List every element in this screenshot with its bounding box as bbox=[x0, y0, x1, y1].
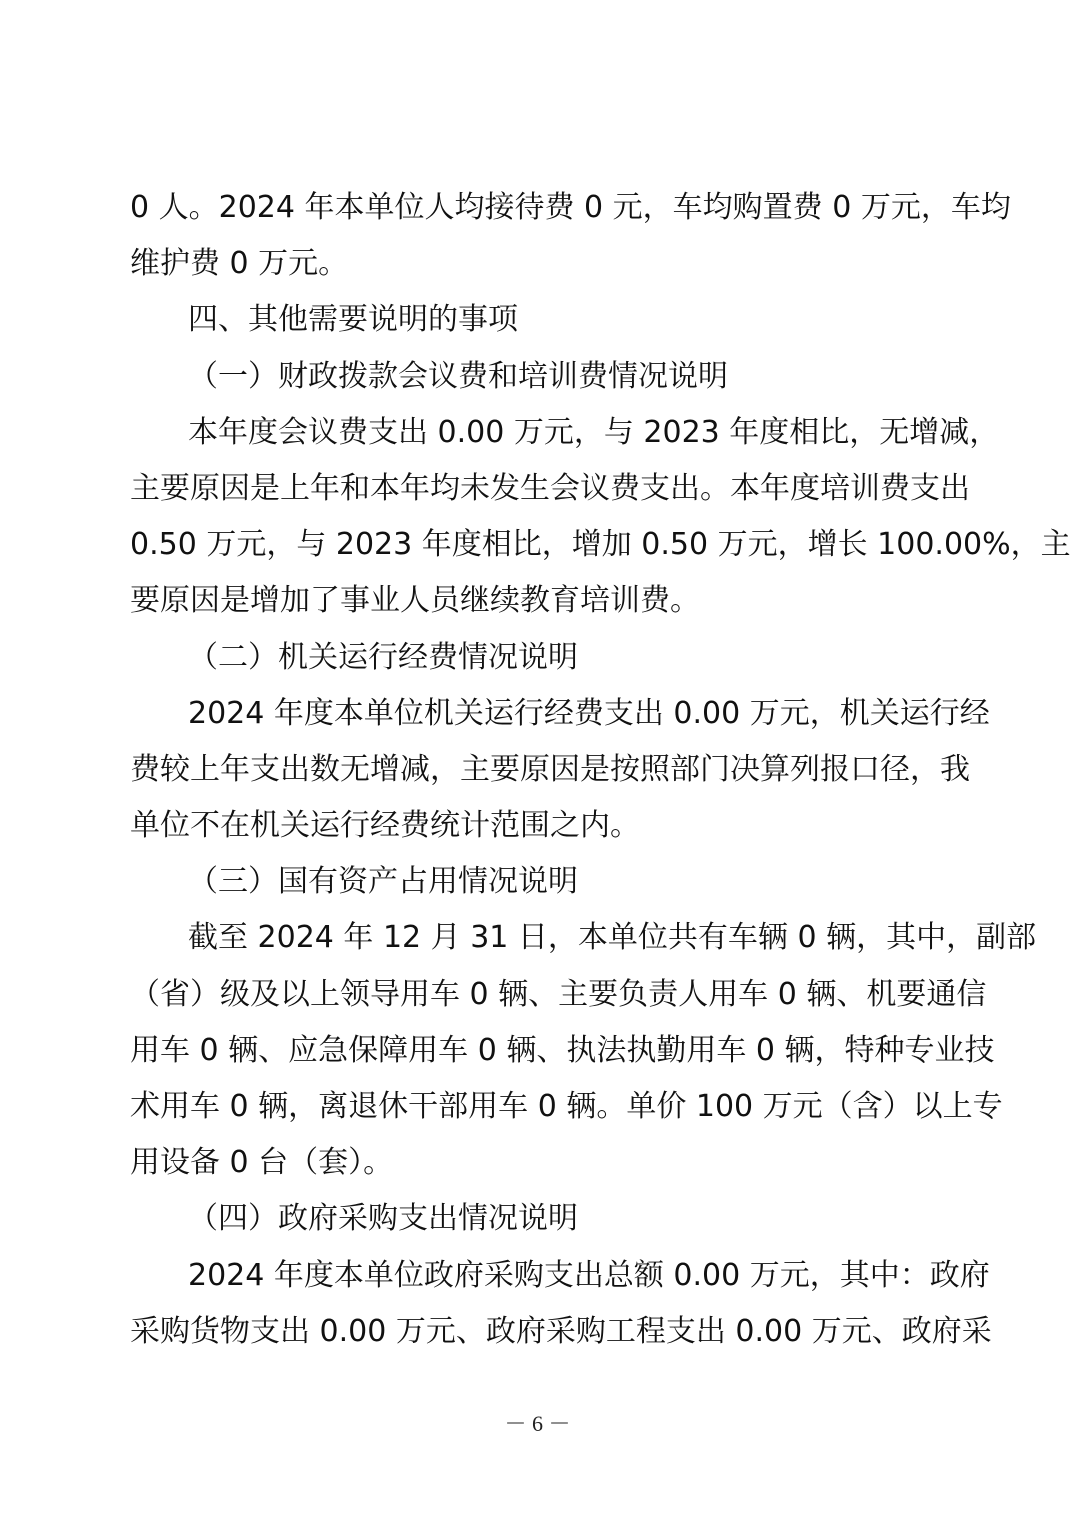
paragraph-line: 用车 0 辆、应急保障用车 0 辆、执法执勤用车 0 辆，特种专业技 bbox=[130, 1032, 995, 1068]
subsection-heading: （二）机关运行经费情况说明 bbox=[188, 639, 578, 675]
paragraph-line: 维护费 0 万元。 bbox=[130, 246, 349, 282]
paragraph-line: 费较上年支出数无增减，主要原因是按照部门决算列报口径，我 bbox=[130, 751, 970, 787]
paragraph-line: 2024 年度本单位政府采购支出总额 0.00 万元，其中：政府 bbox=[188, 1257, 990, 1293]
paragraph-line: 0 人。2024 年本单位人均接待费 0 元，车均购置费 0 万元，车均 bbox=[130, 190, 1011, 225]
paragraph-line: 截至 2024 年 12 月 31 日，本单位共有车辆 0 辆，其中，副部 bbox=[188, 920, 1037, 956]
subsection-heading: （四）政府采购支出情况说明 bbox=[188, 1201, 578, 1237]
paragraph-line: 单位不在机关运行经费统计范围之内。 bbox=[130, 808, 640, 844]
section-heading: 四、其他需要说明的事项 bbox=[188, 302, 518, 338]
paragraph-line: 术用车 0 辆，离退休干部用车 0 辆。单价 100 万元（含）以上专 bbox=[130, 1089, 1003, 1124]
subsection-heading: （一）财政拨款会议费和培训费情况说明 bbox=[188, 358, 728, 394]
paragraph-line: 要原因是增加了事业人员继续教育培训费。 bbox=[130, 583, 700, 619]
paragraph-line: （省）级及以上领导用车 0 辆、主要负责人用车 0 辆、机要通信 bbox=[130, 976, 987, 1012]
subsection-heading: （三）国有资产占用情况说明 bbox=[188, 864, 578, 900]
paragraph-line: 0.50 万元，与 2023 年度相比，增加 0.50 万元，增长 100.00%，主 bbox=[130, 527, 1071, 563]
paragraph-line: 2024 年度本单位机关运行经费支出 0.00 万元，机关运行经 bbox=[188, 695, 990, 731]
page-number: － 6 － bbox=[504, 1411, 571, 1436]
paragraph-line: 采购货物支出 0.00 万元、政府采购工程支出 0.00 万元、政府采 bbox=[130, 1313, 992, 1349]
paragraph-line: 本年度会议费支出 0.00 万元，与 2023 年度相比，无增减， bbox=[188, 414, 1000, 450]
paragraph-line: 用设备 0 台（套）。 bbox=[130, 1145, 394, 1181]
paragraph-line: 主要原因是上年和本年均未发生会议费支出。本年度培训费支出 bbox=[130, 470, 970, 506]
document-body bbox=[130, 180, 1071, 1360]
